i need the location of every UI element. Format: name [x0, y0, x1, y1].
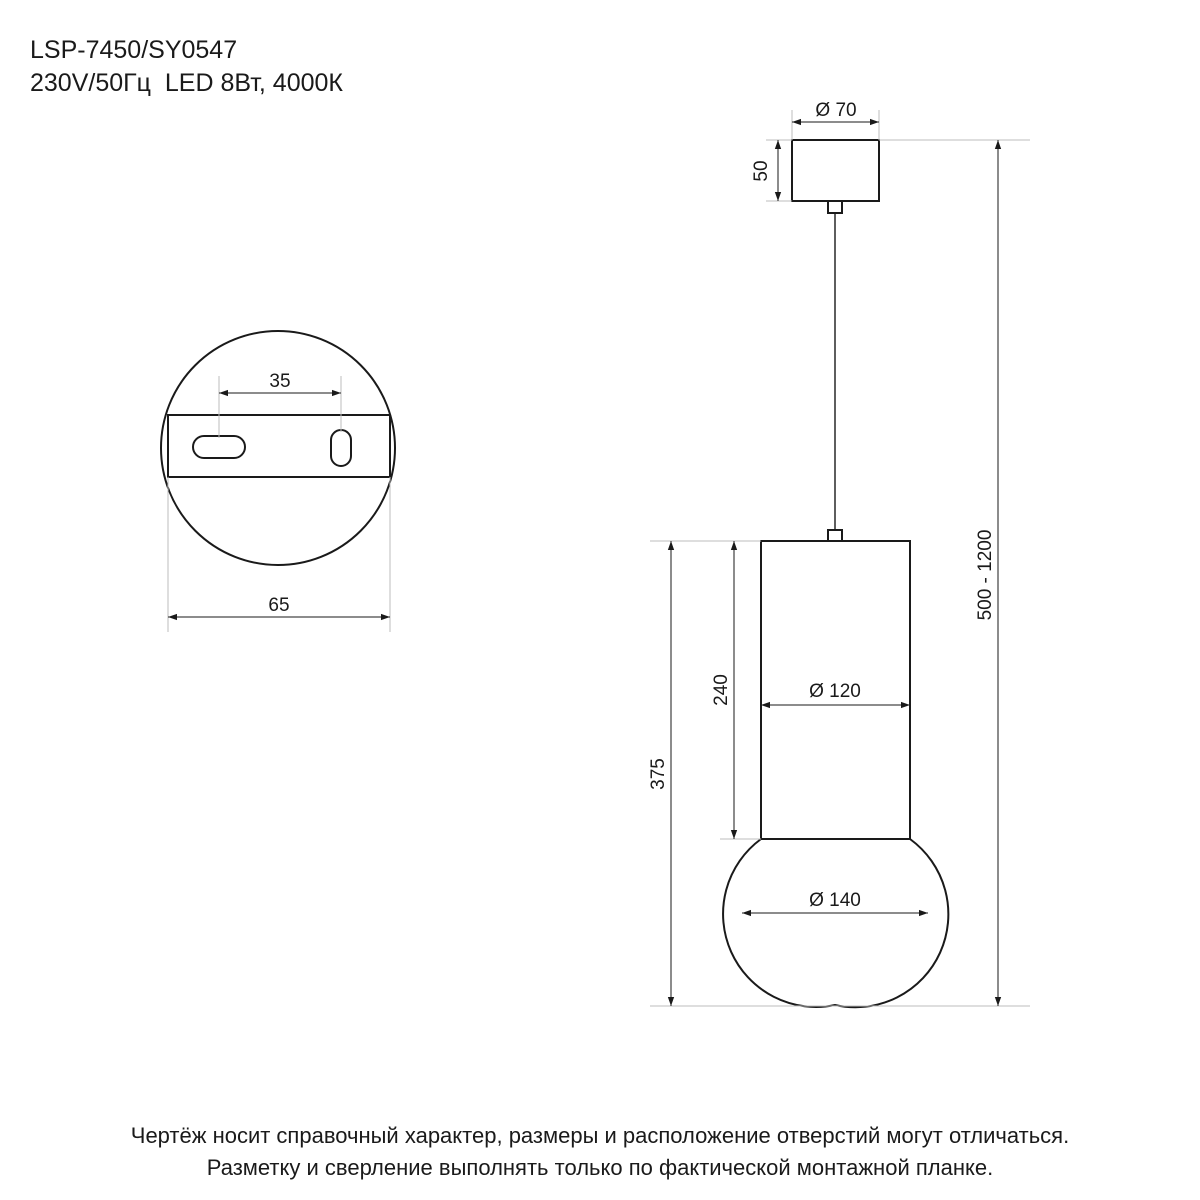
dim-bracket-diameter: 65 [268, 595, 290, 616]
dim-slot-spacing: 35 [269, 371, 291, 392]
glass-globe [723, 839, 948, 1007]
dim-lamp-height: 375 [648, 758, 669, 790]
dim-shade-diameter: Ø 120 [809, 681, 861, 702]
disclaimer-line-2: Разметку и сверление выполнять только по фактической монтажной планке. [206, 1155, 994, 1180]
model-title: LSP-7450/SY0547 [30, 36, 238, 64]
dim-canopy-height: 50 [751, 160, 772, 182]
canopy-connector [828, 201, 842, 213]
electrical-spec: 230V/50Гц LED 8Вт, 4000К [30, 69, 343, 97]
shade-connector [828, 530, 842, 541]
dim-total-height: 500 - 1200 [975, 529, 996, 621]
dim-globe-diameter: Ø 140 [809, 890, 861, 911]
slot-horizontal [193, 436, 245, 458]
dim-shade-height: 240 [711, 674, 732, 706]
disclaimer-line-1: Чертёж носит справочный характер, размеры и расположение отверстий могут отличаться. [130, 1123, 1070, 1148]
slot-vertical [331, 430, 351, 466]
canopy [792, 140, 879, 201]
pendant-lamp-view [648, 100, 1030, 1007]
disclaimer [0, 1120, 1200, 1184]
dim-canopy-diameter: Ø 70 [815, 100, 857, 121]
mounting-bracket-view [161, 331, 395, 632]
